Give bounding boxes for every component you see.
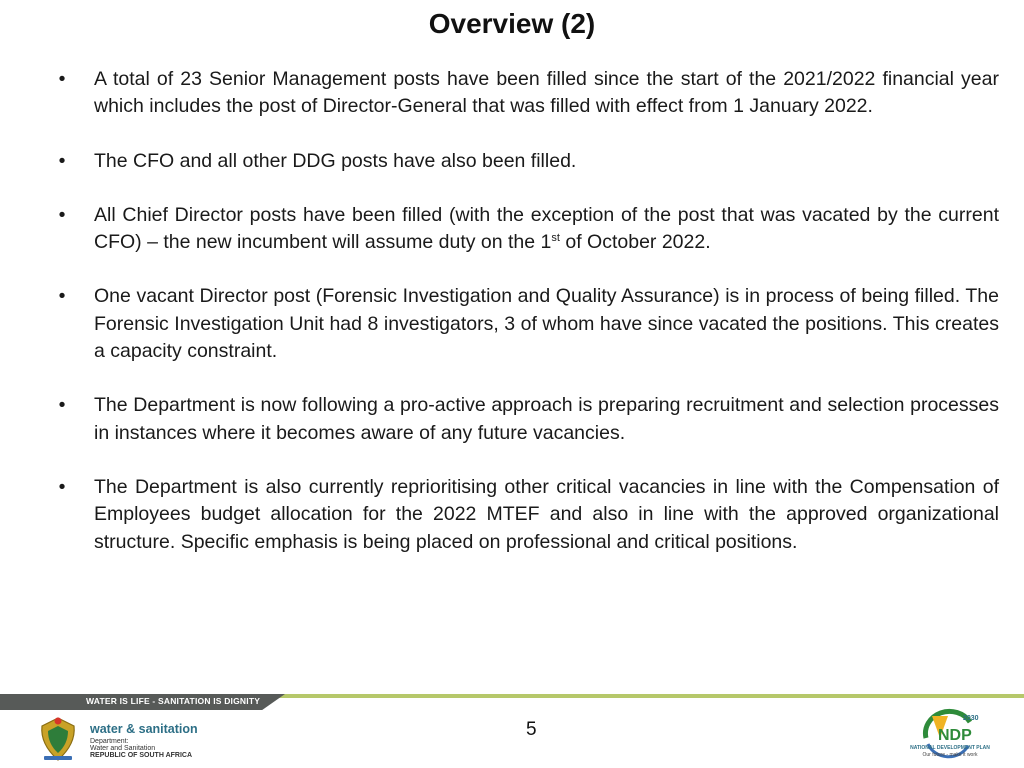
bullet-item xyxy=(55,283,999,365)
page-number: 5 xyxy=(526,719,537,740)
bullet-marker: • xyxy=(58,203,66,226)
bullet-item xyxy=(55,474,999,556)
dept-logo-line: Water and Sanitation xyxy=(90,745,156,752)
bullet-item xyxy=(55,202,999,257)
bullet-marker: • xyxy=(58,394,66,417)
bullet-marker: • xyxy=(58,149,66,172)
bullet-text: A total of 23 Senior Management posts have been filled since the start of the 2021/2022 financial year which includes the post of Director-General that was filled with effect from 1 January 2022. xyxy=(94,68,999,118)
bullet-item xyxy=(55,148,999,175)
slide-title: Overview (2) xyxy=(428,8,596,39)
ndp-logo-icon xyxy=(908,708,992,768)
bullet-list xyxy=(55,66,999,583)
bullet-marker: • xyxy=(58,475,66,498)
svg-text:2030: 2030 xyxy=(963,715,979,722)
bullet-item xyxy=(55,66,999,121)
ndp-logo-name: NATIONAL DEVELOPMENT PLAN xyxy=(910,745,990,751)
ordinal-superscript: st xyxy=(551,232,560,245)
dept-logo-line: REPUBLIC OF SOUTH AFRICA xyxy=(90,752,193,759)
footer-slogan: WATER IS LIFE - SANITATION IS DIGNITY xyxy=(86,696,261,706)
bullet-text xyxy=(94,204,999,253)
bullet-marker: • xyxy=(58,285,66,308)
coat-of-arms-icon xyxy=(36,714,80,764)
bullet-text: The CFO and all other DDG posts have also been filled. xyxy=(94,149,577,172)
ndp-logo-tagline: Our future - make it work xyxy=(922,752,978,758)
bullet-text: The Department is now following a pro-active approach is preparing recruitment and selection processes in instances where it becomes aware of any future vacancies. xyxy=(94,394,999,444)
bullet-text-part: All Chief Director posts have been filled (with the exception of the post that was vacated by the current CFO) – the new incumbent will assume duty on the 1 xyxy=(94,203,999,254)
bullet-text: One vacant Director post (Forensic Investigation and Quality Assurance) is in process of being filled. The Forensic Investigation Unit had 8 investigators, 3 of whom have since vacated the positions. This creates a capacity constraint. xyxy=(94,285,999,363)
svg-text:NDP: NDP xyxy=(938,727,972,744)
bullet-item xyxy=(55,392,999,447)
bullet-text-part: of October 2022. xyxy=(559,231,711,254)
bullet-text: The Department is also currently reprioritising other critical vacancies in line with the Compensation of Employees budget allocation for the 2022 MTEF and also in line with the approved organizational structure. Specific emphasis is being placed on professional and critical positions. xyxy=(94,475,999,553)
dept-logo-line: Department: xyxy=(90,738,129,745)
bullet-marker: • xyxy=(58,68,66,90)
dept-logo-title: water & sanitation xyxy=(90,722,198,736)
